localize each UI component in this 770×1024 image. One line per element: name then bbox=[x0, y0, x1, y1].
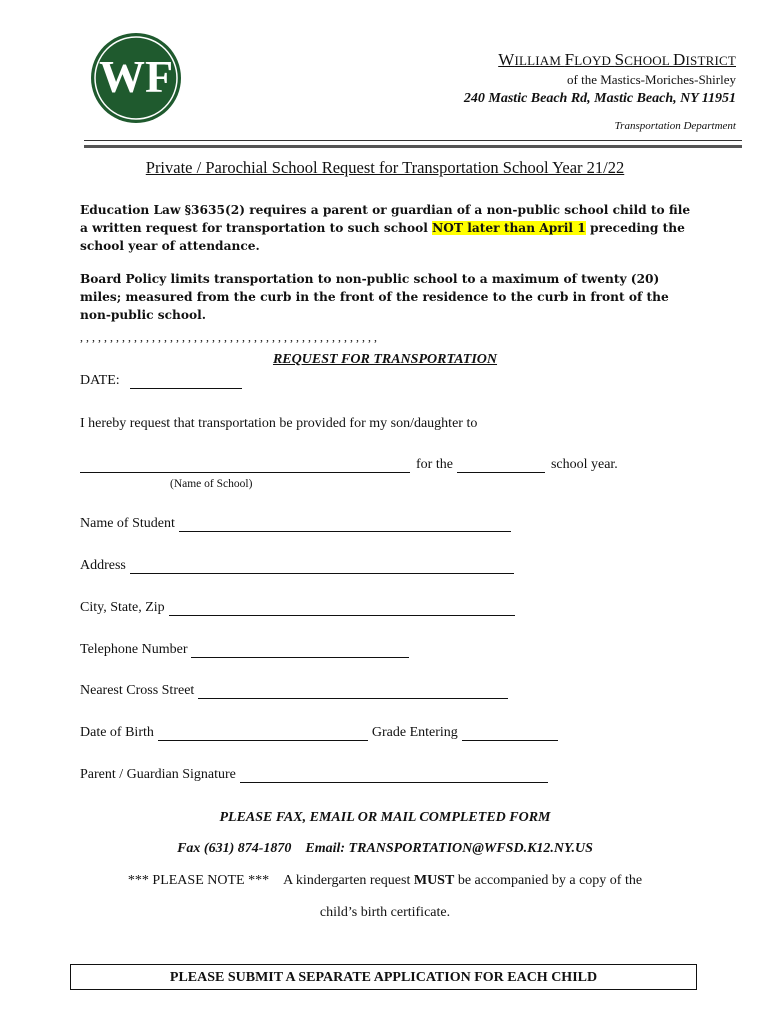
dob-label: Date of Birth bbox=[80, 725, 154, 740]
telephone-row bbox=[80, 642, 409, 658]
header-rule-thin bbox=[84, 140, 742, 141]
district-name: WILLIAM FLOYD SCHOOL DISTRICT bbox=[498, 50, 736, 69]
school-row bbox=[80, 457, 618, 473]
contact-line bbox=[0, 841, 770, 857]
cross-street-row bbox=[80, 683, 508, 699]
date-row bbox=[80, 373, 242, 389]
district-address: 240 Mastic Beach Rd, Mastic Beach, NY 11951 bbox=[463, 91, 736, 106]
district-logo bbox=[90, 32, 182, 124]
district-subtitle: of the Mastics-Moriches-Shirley bbox=[567, 72, 736, 87]
grade-field[interactable] bbox=[462, 726, 558, 741]
telephone-label: Telephone Number bbox=[80, 642, 188, 657]
dob-grade-row bbox=[80, 725, 558, 741]
school-name-caption: (Name of School) bbox=[170, 478, 253, 490]
note-label: *** PLEASE NOTE *** bbox=[127, 873, 270, 888]
city-state-zip-field[interactable] bbox=[169, 601, 515, 616]
education-law-paragraph: Education Law §3635(2) requires a parent or guardian of a non-public school child to file a written request for transportation to such school NOT later than April 1 preceding the school year of attendance. bbox=[80, 203, 691, 253]
for-the-label: for the bbox=[416, 457, 453, 472]
school-year-field[interactable] bbox=[457, 458, 545, 473]
separate-application-notice: PLEASE SUBMIT A SEPARATE APPLICATION FOR EACH CHILD bbox=[70, 964, 697, 990]
cross-street-label: Nearest Cross Street bbox=[80, 683, 195, 698]
telephone-field[interactable] bbox=[191, 643, 409, 658]
city-state-zip-row bbox=[80, 600, 515, 616]
address-label: Address bbox=[80, 558, 126, 573]
board-policy-paragraph: Board Policy limits transportation to non-public school to a maximum of twenty (20) miles; measured from the curb in the front of the residence to the curb in front of the non-public school. bbox=[80, 272, 669, 322]
request-statement: I hereby request that transportation be provided for my son/daughter to bbox=[80, 416, 478, 431]
kindergarten-note: *** PLEASE NOTE *** A kindergarten request MUST be accompanied by a copy of the bbox=[127, 873, 643, 888]
signature-row bbox=[80, 767, 548, 783]
address-field[interactable] bbox=[130, 559, 514, 574]
date-label: DATE: bbox=[80, 373, 120, 388]
request-heading: REQUEST FOR TRANSPORTATION bbox=[272, 352, 498, 367]
submission-instructions: PLEASE FAX, EMAIL OR MAIL COMPLETED FORM bbox=[219, 810, 551, 825]
address-row bbox=[80, 558, 514, 574]
fax-number: Fax (631) 874-1870 bbox=[177, 841, 292, 856]
signature-field[interactable] bbox=[240, 768, 548, 783]
school-year-label: school year. bbox=[550, 457, 618, 472]
date-field[interactable] bbox=[130, 374, 242, 389]
comma-separator: , , , , , , , , , , , , , , , , , , , , , , , , , , , , , , , , , , , , , , , , , , , , , , , , , , bbox=[80, 330, 377, 344]
kindergarten-note-continued: child’s birth certificate. bbox=[319, 905, 451, 920]
email-address[interactable]: Email: TRANSPORTATION@WFSD.K12.NY.US bbox=[305, 841, 593, 856]
wf-logo-icon bbox=[90, 32, 182, 124]
student-name-row bbox=[80, 516, 511, 532]
cross-street-field[interactable] bbox=[198, 684, 508, 699]
student-name-label: Name of Student bbox=[80, 516, 175, 531]
form-title: Private / Parochial School Request for Transportation School Year 21/22 bbox=[145, 158, 625, 177]
deadline-highlight: NOT later than April 1 bbox=[432, 221, 586, 235]
dob-field[interactable] bbox=[158, 726, 368, 741]
grade-label: Grade Entering bbox=[371, 725, 458, 740]
logo-text: WF bbox=[98, 51, 174, 102]
city-state-zip-label: City, State, Zip bbox=[80, 600, 165, 615]
department-label: Transportation Department bbox=[614, 120, 736, 132]
header-rule-thick bbox=[84, 145, 742, 148]
school-name-field[interactable] bbox=[80, 458, 410, 473]
signature-label: Parent / Guardian Signature bbox=[80, 767, 236, 782]
student-name-field[interactable] bbox=[179, 517, 511, 532]
